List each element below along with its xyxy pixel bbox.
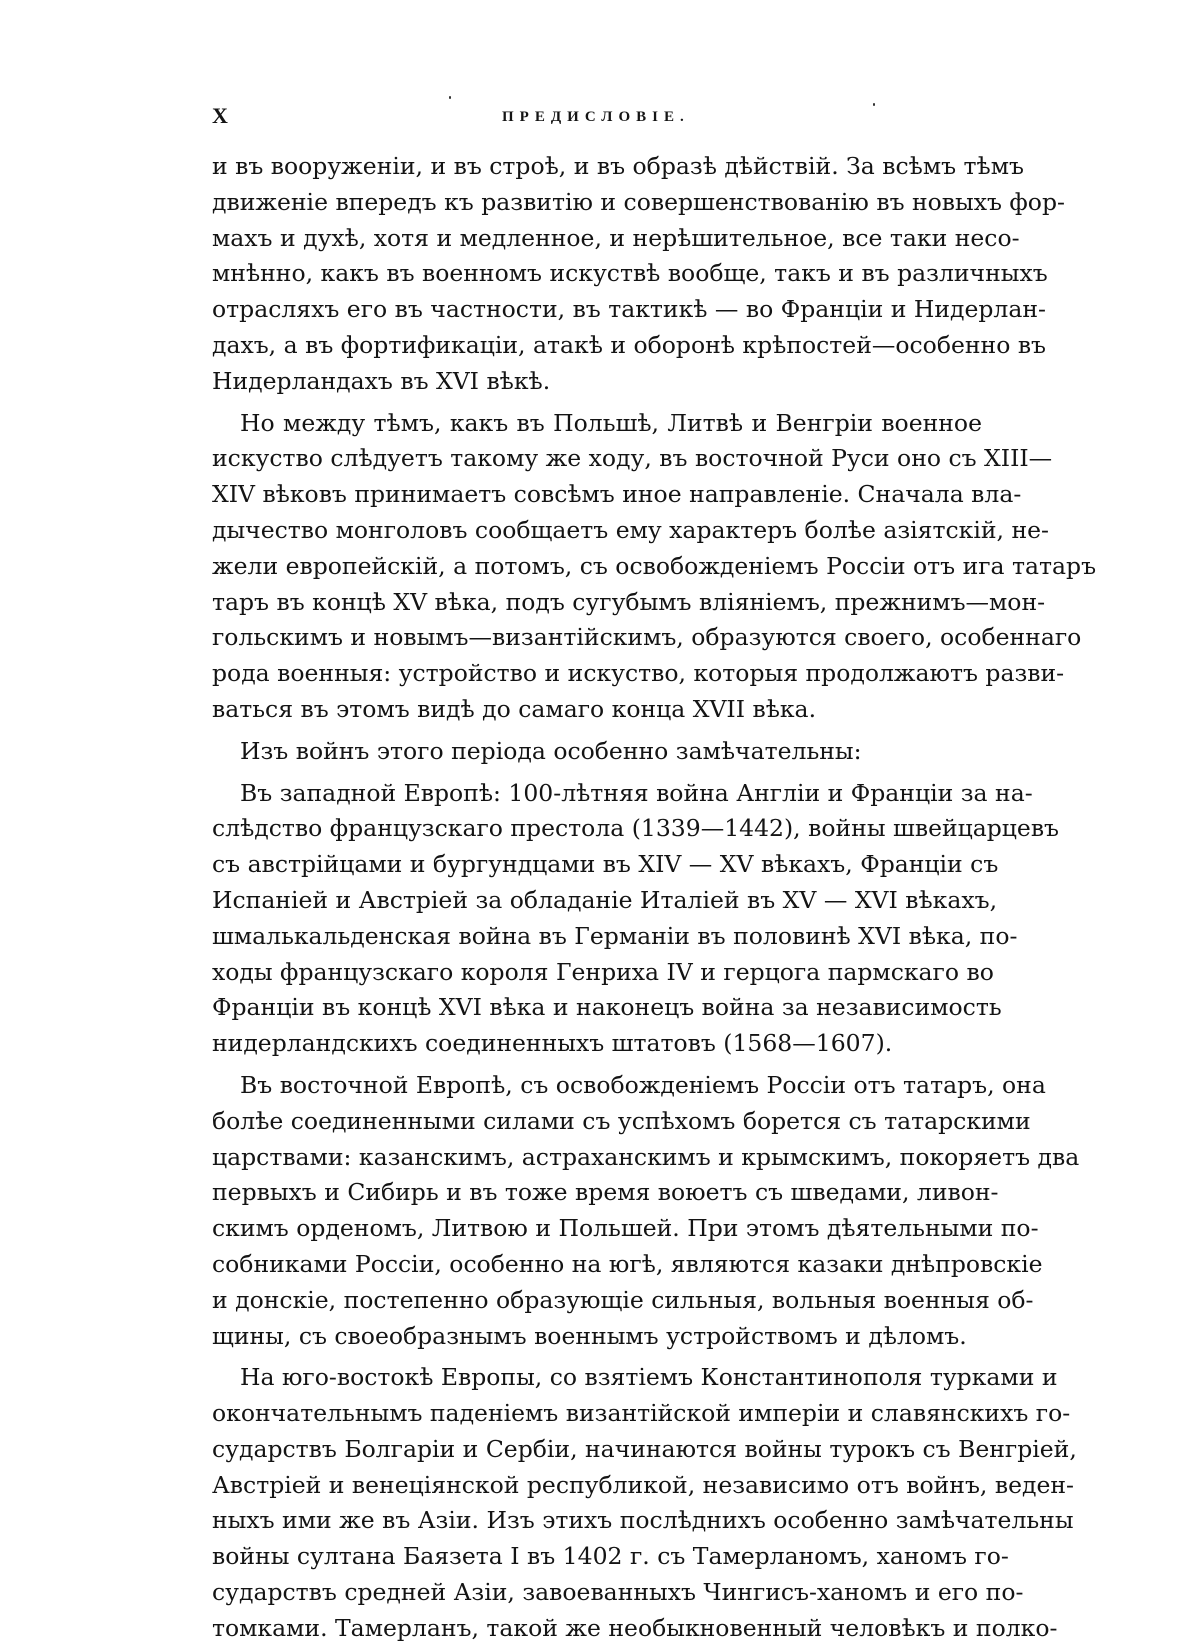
text-line: щины, съ своеобразнымъ военнымъ устройствомъ и дѣломъ. — [212, 1321, 967, 1350]
page-number: X — [212, 103, 228, 128]
text-line: и въ вооруженіи, и въ строѣ, и въ образѣ дѣйствій. За всѣмъ тѣмъ — [212, 152, 1024, 180]
text-line: болѣе соединенными силами съ успѣхомъ борется съ татарскими — [212, 1106, 1031, 1135]
text-line: съ австрійцами и бургундцами въ XIV — XV вѣкахъ, Франціи съ — [212, 850, 999, 879]
text-line: Изъ войнъ этого періода особенно замѣчательны: — [240, 736, 862, 765]
body-text — [212, 149, 1097, 1647]
print-speck — [873, 103, 875, 106]
text-line: ходы французскаго короля Генриха IV и герцога пармскаго во — [212, 957, 994, 986]
paragraph — [212, 149, 1065, 400]
text-line: XIV вѣковъ принимаетъ совсѣмъ иное направленіе. Сначала вла- — [212, 480, 1022, 509]
text-line: жели европейскій, а потомъ, съ освобожденіемъ Россіи отъ ига татаръ — [212, 551, 1097, 580]
text-line: шмалькальденская война въ Германіи въ половинѣ XVI вѣка, по- — [212, 921, 1018, 950]
text-line: таръ въ концѣ XV вѣка, подъ сугубымъ вліяніемъ, прежнимъ—мон- — [212, 587, 1046, 616]
text-line: царствами: казанскимъ, астраханскимъ и крымскимъ, покоряетъ два — [212, 1142, 1080, 1171]
text-line: нидерландскихъ соединенныхъ штатовъ (1568—1607). — [212, 1029, 893, 1058]
text-line: слѣдство французскаго престола (1339—1442), войны швейцарцевъ — [212, 814, 1060, 843]
paragraph — [212, 734, 982, 770]
text-line: Испаніей и Австріей за обладаніе Италіей въ XV — XVI вѣкахъ, — [212, 885, 998, 914]
text-line: Австріей и венеціянской республикой, независимо отъ войнъ, веден- — [212, 1470, 1074, 1499]
text-line: сударствъ средней Азіи, завоеванныхъ Чингисъ-ханомъ и его по- — [212, 1578, 1024, 1607]
text-line: гольскимъ и новымъ—византійскимъ, образуются своего, особеннаго — [212, 623, 1082, 652]
text-line: ныхъ ими же въ Азіи. Изъ этихъ послѣднихъ особенно замѣчательны — [212, 1506, 1074, 1535]
text-line: Въ восточной Европѣ, съ освобожденіемъ Россіи отъ татаръ, она — [240, 1070, 1046, 1099]
page-header — [212, 101, 982, 131]
text-line: и донскіе, постепенно образующіе сильныя, вольныя военныя об- — [212, 1285, 1034, 1314]
text-line: ваться въ этомъ видѣ до самаго конца XVII вѣка. — [212, 694, 817, 723]
text-line: первыхъ и Сибирь и въ тоже время воюетъ съ шведами, ливон- — [212, 1178, 999, 1207]
text-line: отрасляхъ его въ частности, въ тактикѣ — во Франціи и Нидерлан- — [212, 295, 1046, 324]
text-line: Франціи въ концѣ XVI вѣка и наконецъ война за независимость — [212, 993, 1002, 1022]
text-line: сударствъ Болгаріи и Сербіи, начинаются войны турокъ съ Венгріей, — [212, 1434, 1077, 1463]
text-line: искуство слѣдуетъ такому же ходу, въ восточной Руси оно съ XIII— — [212, 444, 1053, 473]
paragraph — [212, 1360, 1077, 1646]
text-line: Нидерландахъ въ XVI вѣкѣ. — [212, 366, 551, 395]
text-line: собниками Россіи, особенно на югѣ, являются казаки днѣпровскіе — [212, 1249, 1043, 1278]
text-line: Но между тѣмъ, какъ въ Польшѣ, Литвѣ и Венгріи военное — [240, 408, 982, 437]
text-line: войны султана Баязета I въ 1402 г. съ Тамерланомъ, ханомъ го- — [212, 1542, 1009, 1571]
text-line: Въ западной Европѣ: 100-лѣтняя война Англіи и Франціи за на- — [240, 778, 1033, 807]
text-line: мнѣнно, какъ въ военномъ искуствѣ вообще, такъ и въ различныхъ — [212, 259, 1048, 288]
text-line: рода военныя: устройство и искуство, которыя продолжаютъ разви- — [212, 659, 1065, 688]
paragraph — [212, 1068, 1080, 1354]
text-line: На юго-востокѣ Европы, со взятіемъ Константинополя турками и — [240, 1363, 1058, 1392]
text-line: дычество монголовъ сообщаетъ ему характеръ болѣе азіятскій, не- — [212, 515, 1049, 544]
text-line: махъ и духѣ, хотя и медленное, и нерѣшительное, все таки несо- — [212, 223, 1020, 252]
print-speck — [449, 96, 451, 99]
text-line: движеніе впередъ къ развитію и совершенствованію въ новыхъ фор- — [212, 187, 1065, 216]
text-line: окончательнымъ паденіемъ византійской имперіи и славянскихъ го- — [212, 1399, 1071, 1428]
text-line: дахъ, а въ фортификаціи, атакѣ и оборонѣ крѣпостей—особенно въ — [212, 330, 1046, 359]
running-title: ПРЕДИСЛОВІЕ. — [502, 109, 690, 125]
text-line: скимъ орденомъ, Литвою и Польшей. При этомъ дѣятельными по- — [212, 1214, 1039, 1243]
text-line: томками. Тамерланъ, такой же необыкновенный человѣкъ и полко- — [212, 1613, 1058, 1642]
paragraph — [212, 406, 1097, 728]
paragraph — [212, 776, 1060, 1062]
